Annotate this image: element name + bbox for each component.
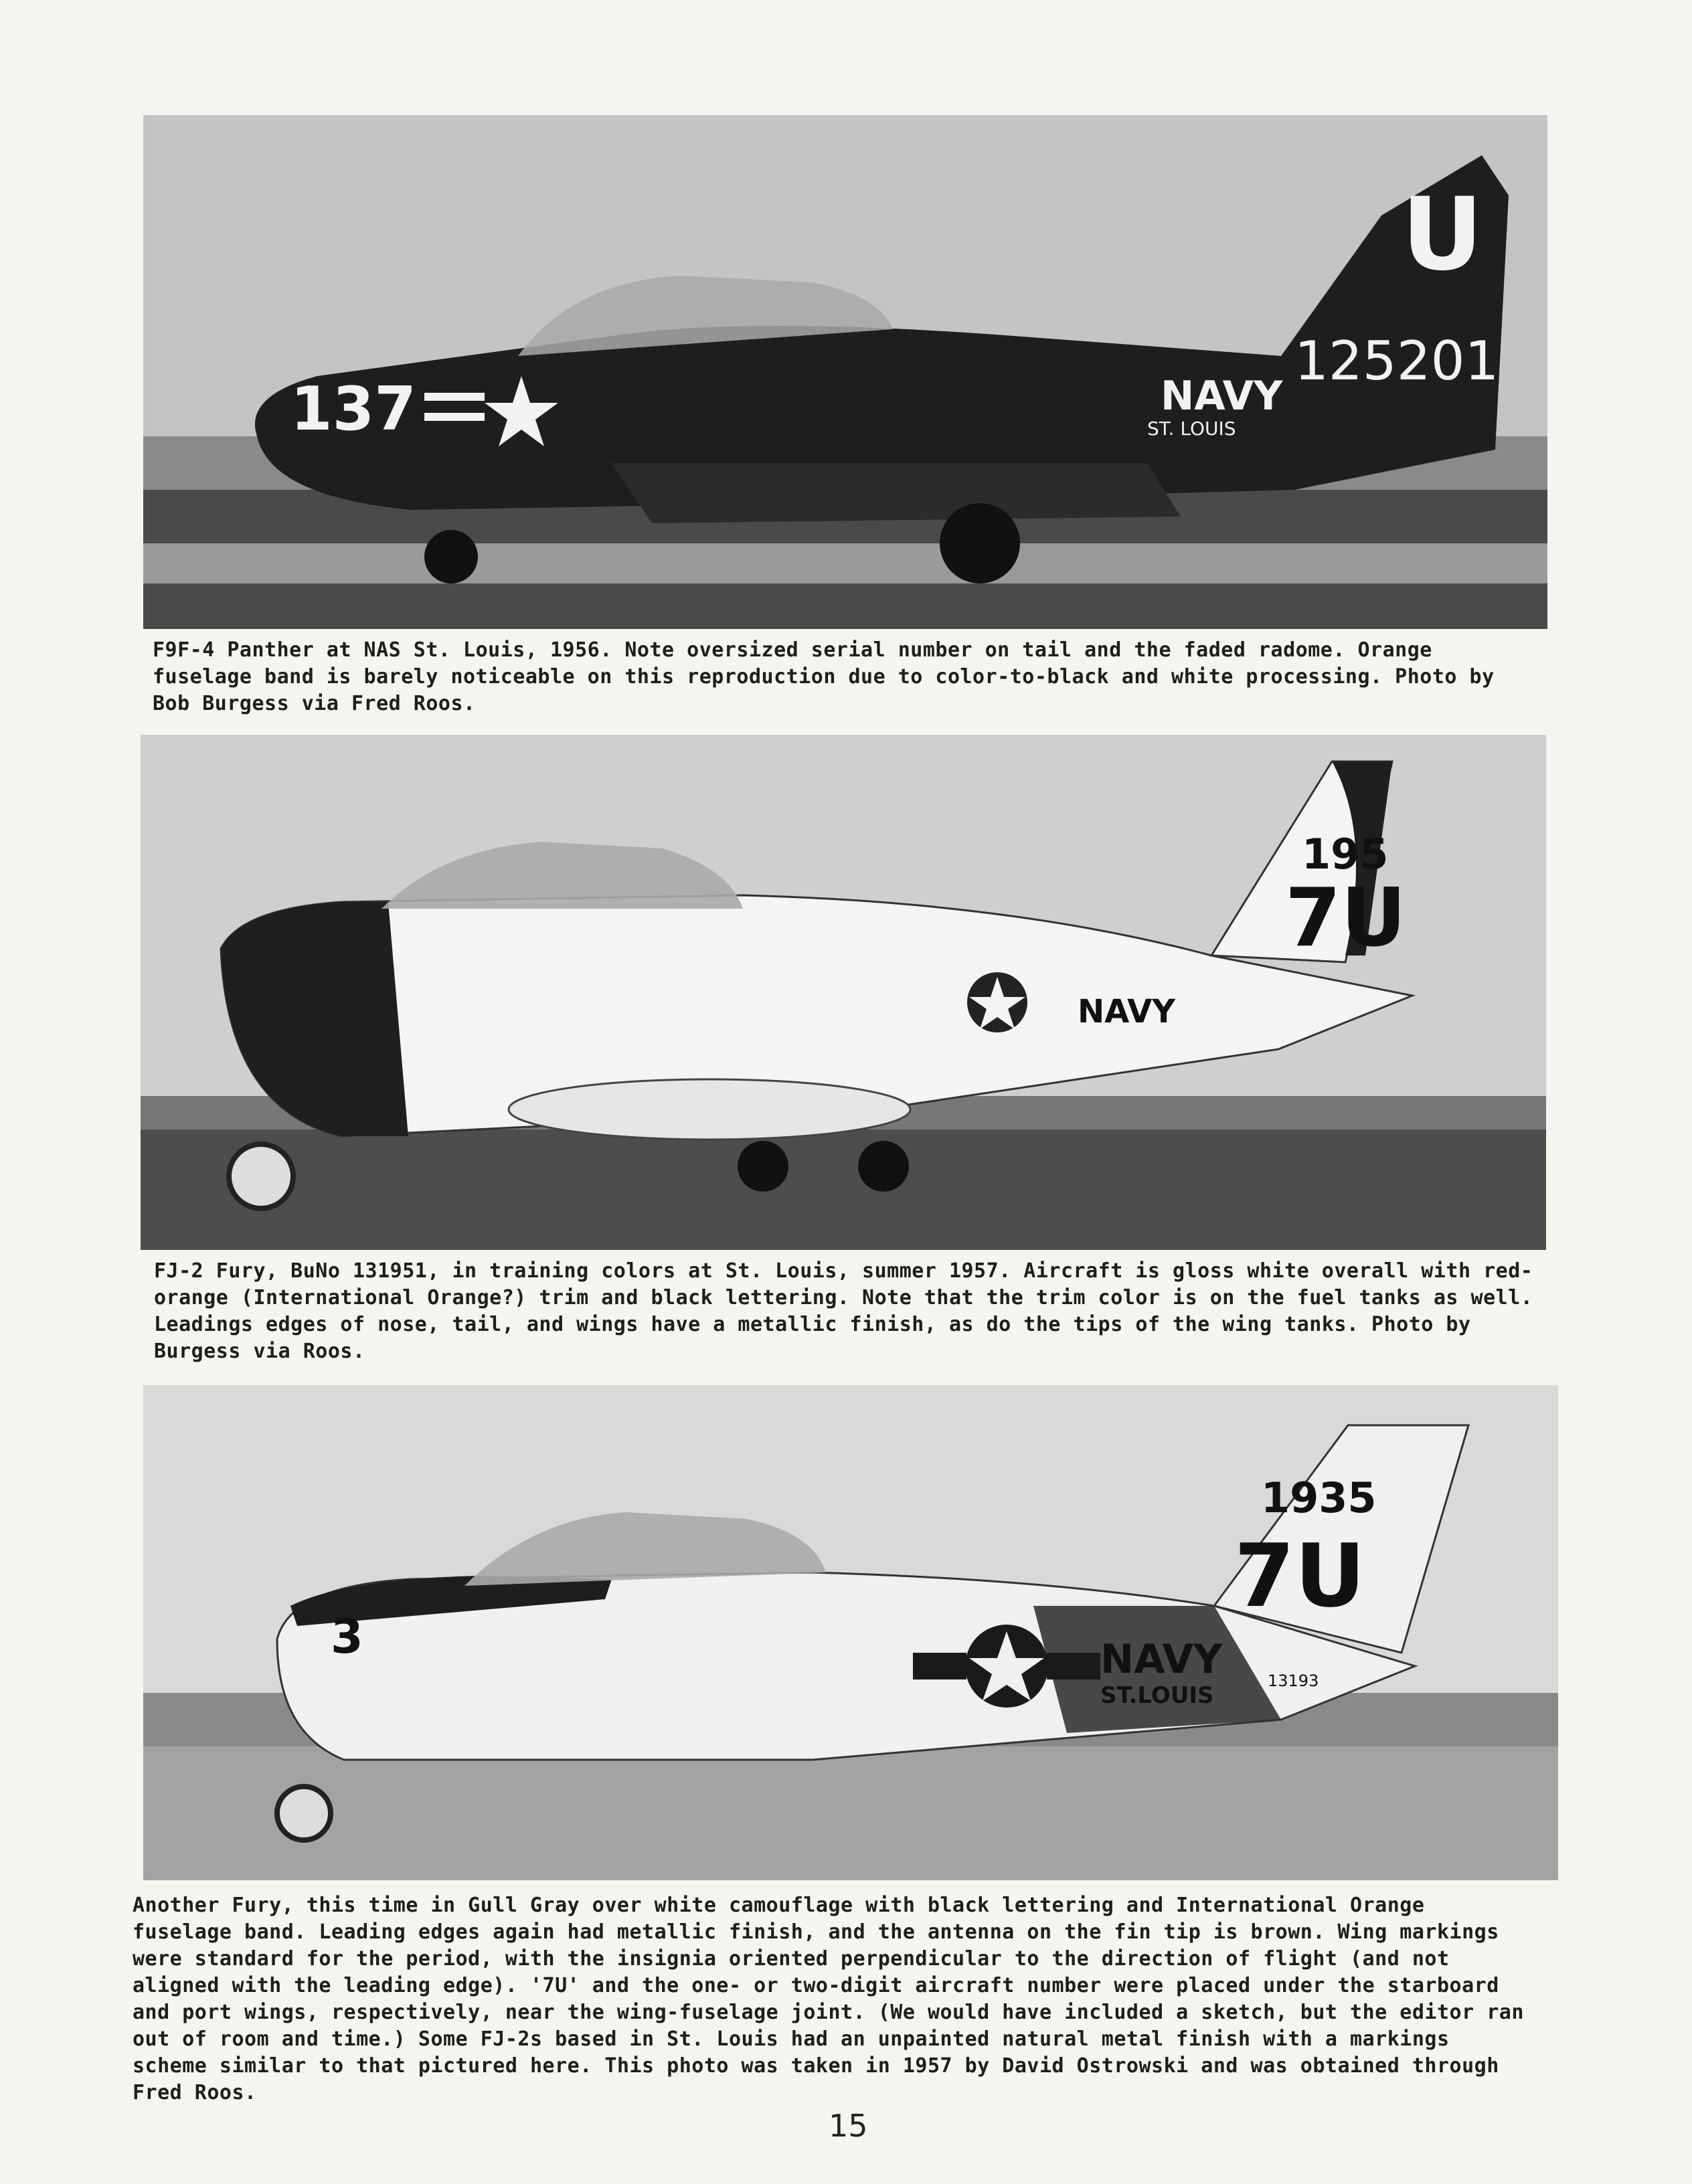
panther-tail-code: U bbox=[1402, 177, 1483, 293]
caption-fury-gull-gray: Another Fury, this time in Gull Gray over white camouflage with black lettering and International Orange fuselage band. Leading edges again had metallic finish, and the antenna on the fin tip is brown. Wing markings were standard for the period, with the insignia oriented perpendicular to the direction of flight (and not aligned with the leading edge). '7U' and the one- or two-digit aircraft number were placed under the starboard and port wings, respectively, near the wing-fuselage joint. (We would have included a sketch, but the editor ran out of room and time.) Some FJ-2s based in St. Louis had an unpainted natural metal finish with a markings scheme similar to that pictured here. This photo was taken in 1957 by David Ostrowski and was obtained through Fred Roos. bbox=[133, 1894, 1524, 2104]
panther-station: ST. LOUIS bbox=[1147, 418, 1236, 440]
fury-training-illustration bbox=[141, 735, 1546, 1250]
fury-gray-station: ST.LOUIS bbox=[1100, 1682, 1214, 1709]
caption-panther: F9F-4 Panther at NAS St. Louis, 1956. Note oversized serial number on tail and the faded radome. Orange fuselage band is barely noticeable on this reproduction due to color-to-black and white processing. Photo by Bob Burgess via Fred Roos. bbox=[153, 638, 1495, 715]
fury-gray-nose-number: 3 bbox=[331, 1609, 363, 1664]
fury-gray-service: NAVY bbox=[1100, 1636, 1223, 1683]
panther-modex: 137 bbox=[290, 374, 416, 444]
panther-serial: 125201 bbox=[1294, 330, 1499, 392]
page-number: 15 bbox=[829, 2108, 868, 2144]
fury-training-service: NAVY bbox=[1078, 993, 1175, 1030]
fury-gull-gray-illustration bbox=[143, 1385, 1558, 1880]
photo-fury-training bbox=[141, 735, 1546, 1250]
fury-training-tail-code: 7U bbox=[1285, 872, 1406, 965]
caption-fury-training: FJ-2 Fury, BuNo 131951, in training colors at St. Louis, summer 1957. Aircraft is gloss white overall with red-orange (International Orange?) trim and black lettering. Note that the trim color is on the fuel tanks as well. Leadings edges of nose, tail, and wings have a metallic finish, as do the tips of the wing tanks. Photo by Burgess via Roos. bbox=[154, 1259, 1533, 1363]
fury-gray-serial: 13193 bbox=[1268, 1671, 1319, 1690]
fury-training-modex: 195 bbox=[1302, 830, 1389, 879]
photo-panther bbox=[143, 115, 1547, 629]
fury-gray-tail-code: 7U bbox=[1234, 1525, 1366, 1627]
photo-fury-gull-gray bbox=[143, 1385, 1558, 1880]
fury-gray-modex: 1935 bbox=[1261, 1473, 1377, 1522]
panther-illustration bbox=[143, 115, 1547, 629]
panther-service: NAVY bbox=[1161, 373, 1283, 420]
